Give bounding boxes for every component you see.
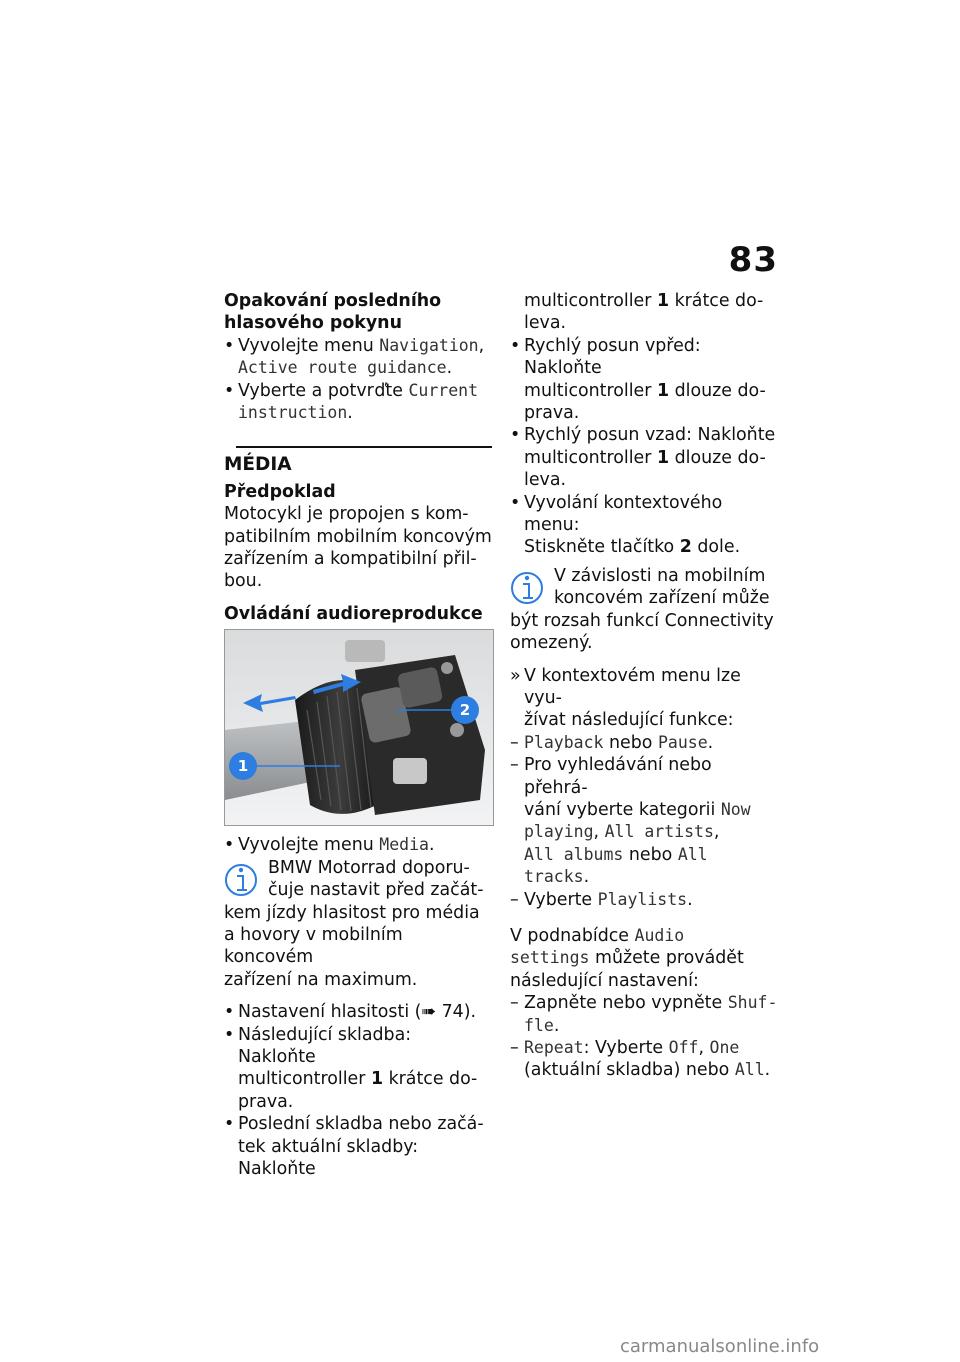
menu-code: Current <box>408 380 479 400</box>
dash-mark: – <box>510 732 519 753</box>
text: nebo <box>623 844 678 865</box>
dash-repeat: – Repeat: Vyberte Off, One (aktuální skladba) nebo All. <box>510 1038 771 1081</box>
text-line: zařízením a kompatibilní přil- <box>224 549 477 570</box>
text-line: koncovém zařízení může <box>554 588 770 609</box>
text: Stiskněte tlačítko <box>524 537 680 558</box>
text-line: patibilním mobilním koncovým <box>224 526 492 547</box>
text: Zapněte nebo vypněte <box>524 993 728 1014</box>
text: multicontroller <box>524 380 657 401</box>
menu-code: All <box>734 1060 765 1080</box>
text: krátce do- <box>669 291 764 311</box>
bullet-previous-track <box>224 1113 492 1180</box>
info-note-connectivity <box>510 565 778 655</box>
menu-code: playing <box>524 822 594 842</box>
page-ref-arrow-icon: ➠ <box>421 1002 442 1023</box>
control-number: 2 <box>679 537 692 558</box>
bullet-dot: • <box>224 1114 235 1135</box>
text: můžete provádět <box>589 948 744 969</box>
text-line: být rozsah funkcí Connectivity <box>510 610 774 631</box>
text: Vyvolejte menu <box>238 335 380 356</box>
text-line: žívat následující funkce: <box>524 710 734 731</box>
page-reference[interactable]: 74 <box>441 1002 464 1023</box>
info-icon <box>510 567 544 607</box>
dash-mark: – <box>510 889 519 910</box>
text-line: omezený. <box>510 633 593 654</box>
continued-bullet <box>510 290 778 335</box>
callout-1-label: 1 <box>237 757 249 776</box>
text-line: kem jízdy hlasitost pro média <box>224 902 480 923</box>
text-line: leva. <box>524 313 567 334</box>
audio-control-heading: Ovládání audioreprodukce <box>224 603 483 624</box>
bullet-dot: • <box>224 1002 235 1023</box>
text-line: prava. <box>238 1091 294 1112</box>
text-line: tek aktuální skladby: Nakloňte <box>238 1136 419 1179</box>
bullet-dot: • <box>224 335 235 356</box>
text: Nastavení hlasitosti ( <box>238 1002 422 1023</box>
watermark: carmanualsonline.info <box>620 1336 820 1357</box>
media-section-title: MÉDIA <box>224 454 292 476</box>
text-line: V kontextovém menu lze vyu- <box>524 665 741 708</box>
text: krátce do- <box>383 1069 478 1090</box>
menu-code: fle <box>524 1015 554 1035</box>
bullet-dot: • <box>224 835 235 856</box>
menu-code: Playback <box>524 732 604 752</box>
menu-code: Navigation <box>379 335 479 355</box>
text-line: leva. <box>524 470 567 491</box>
menu-code: One <box>709 1038 740 1057</box>
text: Vyberte a potvrďte <box>238 380 409 401</box>
handlebar-illustration <box>225 630 493 825</box>
text-line: Rychlý posun vzad: Nakloňte <box>524 425 776 446</box>
menu-code: settings <box>510 948 590 968</box>
text-line: Následující skladba: Nakloňte <box>238 1024 412 1067</box>
bullet-dot: • <box>224 380 235 401</box>
dash-mark: – <box>510 993 519 1014</box>
bullet-dot: • <box>224 1024 235 1045</box>
menu-code: Audio <box>634 925 685 945</box>
repeat-heading-line-1: Opakování posledního <box>224 291 442 311</box>
bullet-volume-setting: • Nastavení hlasitosti (➠ 74). <box>224 1002 477 1023</box>
upper-switch <box>345 640 385 662</box>
control-number: 1 <box>656 291 670 311</box>
prereq-heading: Předpoklad <box>224 481 336 502</box>
dash-mark: – <box>510 755 519 776</box>
menu-code: tracks <box>524 867 584 887</box>
text-line: čuje nastavit před začát- <box>268 880 484 901</box>
result-arrow-icon: » <box>510 665 521 686</box>
menu-code: Active route guidance <box>238 358 447 378</box>
text: dlouze do- <box>669 380 766 401</box>
bullet-dot: • <box>510 335 521 356</box>
text-line: Motocykl je propojen s kom- <box>224 504 469 525</box>
text-line: následující nastavení: <box>510 970 699 991</box>
menu-code: Playlists <box>597 889 688 909</box>
text: multicontroller <box>524 447 657 468</box>
text-line: BMW Motorrad doporu- <box>268 857 470 878</box>
text-line: zařízení na maximum. <box>224 969 418 990</box>
bullet-dot: • <box>510 425 521 446</box>
text: : Vyberte <box>583 1038 669 1058</box>
bullet-dot: • <box>510 492 521 513</box>
text-line: a hovory v mobilním koncovém <box>224 924 403 968</box>
bullet-context-menu <box>510 492 778 559</box>
result-context-functions <box>510 665 778 732</box>
handlebar-controls-figure <box>224 629 494 826</box>
audio-settings-paragraph <box>510 925 778 992</box>
text-line: V závislosti na mobilním <box>554 565 766 586</box>
menu-code: All albums <box>524 844 624 864</box>
dash-playback: – Playback nebo Pause. <box>510 732 714 753</box>
control-number: 1 <box>656 380 670 401</box>
menu-code: Media <box>379 835 429 855</box>
bullet-rewind <box>510 424 778 491</box>
menu-code: Pause <box>657 732 708 752</box>
menu-code: Now <box>720 799 751 819</box>
left-column <box>224 290 492 1180</box>
control-number: 1 <box>370 1069 384 1090</box>
text-line: Vyvolání kontextového menu: <box>524 492 723 536</box>
text-line: bou. <box>224 571 263 592</box>
info-icon <box>224 859 258 899</box>
info-note-volume <box>224 857 492 991</box>
section-divider <box>236 446 492 448</box>
bullet-fast-forward <box>510 335 778 425</box>
small-button <box>450 723 464 737</box>
menu-code: instruction <box>238 403 348 423</box>
prereq-paragraph <box>224 503 492 593</box>
text: multicontroller <box>524 291 657 311</box>
bullet-call-media: • Vyvolejte menu Media. <box>224 835 435 856</box>
text-line: Rychlý posun vpřed: Nakloňte <box>524 335 701 379</box>
text: dole. <box>691 537 741 558</box>
menu-code: Off <box>668 1038 699 1057</box>
menu-code: Repeat <box>524 1038 584 1057</box>
menu-code: All artists <box>604 822 714 842</box>
dash-playlists: – Vyberte Playlists. <box>510 889 693 910</box>
dash-shuffle: – Zapněte nebo vypněte Shuf- fle. <box>510 993 778 1036</box>
text: nebo <box>603 732 658 753</box>
text-line: Poslední skladba nebo začá- <box>238 1114 484 1135</box>
text: multicontroller <box>238 1069 371 1090</box>
page-number: 83 <box>728 240 778 280</box>
text: Vyvolejte menu <box>238 835 380 856</box>
callout-2-label: 2 <box>459 701 471 720</box>
text-line: Pro vyhledávání nebo přehrá- <box>524 755 712 798</box>
control-number: 1 <box>656 447 670 468</box>
lower-switch <box>393 758 427 784</box>
bullet-next-track <box>224 1024 492 1114</box>
repeat-heading <box>224 290 492 335</box>
menu-code: Shuf- <box>727 993 778 1013</box>
small-button <box>441 662 453 674</box>
dash-mark: – <box>510 1038 519 1058</box>
text: (aktuální skladba) nebo <box>524 1060 735 1081</box>
text: vání vyberte kategorii <box>524 799 721 820</box>
text-line: prava. <box>524 403 580 424</box>
bullet-current-instruction: • Vyberte a potvrďte Current instruction. <box>224 380 479 424</box>
repeat-heading-line-2: hlasového pokynu <box>224 313 402 334</box>
text: dlouze do- <box>669 447 766 468</box>
right-column <box>510 290 778 1082</box>
bullet-call-navigation: • Vyvolejte menu Navigation, Active route guidance. <box>224 335 485 379</box>
text: Vyberte <box>524 889 598 910</box>
text: V podnabídce <box>510 925 635 946</box>
menu-code: All <box>677 844 708 864</box>
dash-search-category: – Pro vyhledávání nebo přehrá- vání vyberte kategorii Now playing, All artists, All albums nebo All tracks. <box>510 754 778 888</box>
